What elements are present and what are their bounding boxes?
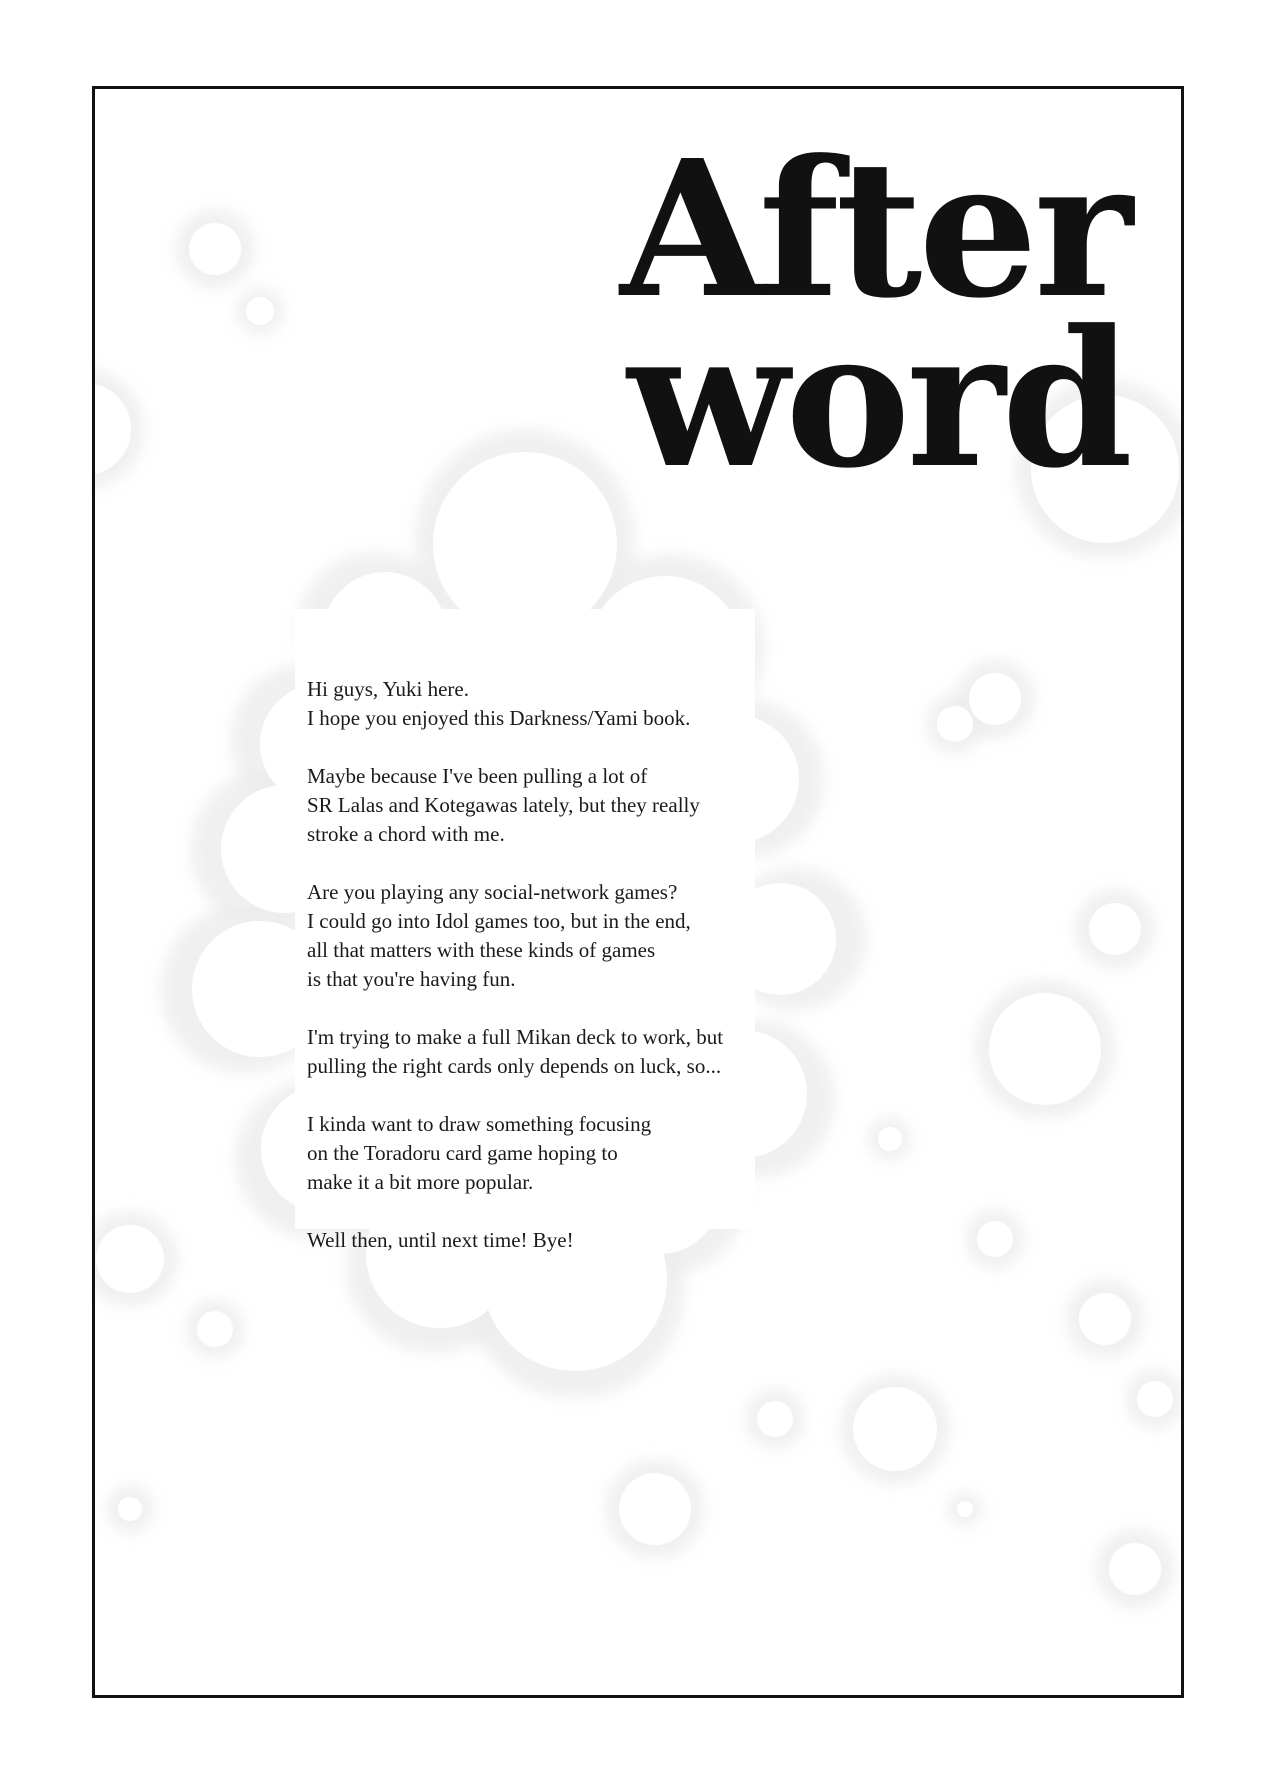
text-line: make it a bit more popular.: [307, 1170, 534, 1194]
text-line: Maybe because I've been pulling a lot of: [307, 764, 648, 788]
text-line: I could go into Idol games too, but in the end,: [307, 909, 691, 933]
text-line: I hope you enjoyed this Darkness/Yami book.: [307, 706, 691, 730]
text-line: Well then, until next time! Bye!: [307, 1228, 574, 1252]
paragraph-greeting: [307, 675, 867, 733]
title-line-1: After: [620, 119, 1129, 340]
text-line: Hi guys, Yuki here.: [307, 677, 469, 701]
page-frame: [92, 86, 1184, 1698]
text-line: on the Toradoru card game hoping to: [307, 1141, 618, 1165]
afterword-text: [307, 675, 867, 1284]
page-title: [620, 119, 1129, 510]
paragraph-farewell: [307, 1226, 867, 1255]
text-line: is that you're having fun.: [307, 967, 516, 991]
text-line: Are you playing any social-network games?: [307, 880, 678, 904]
title-line-2: word: [627, 289, 1129, 510]
paragraph-deck: [307, 1023, 867, 1081]
text-line: I kinda want to draw something focusing: [307, 1112, 652, 1136]
text-line: SR Lalas and Kotegawas lately, but they really: [307, 793, 700, 817]
paragraph-cards: [307, 762, 867, 849]
text-line: I'm trying to make a full Mikan deck to work, but: [307, 1025, 724, 1049]
text-line: stroke a chord with me.: [307, 822, 505, 846]
paragraph-toradoru: [307, 1110, 867, 1197]
text-line: all that matters with these kinds of games: [307, 938, 656, 962]
text-line: pulling the right cards only depends on luck, so...: [307, 1054, 722, 1078]
paragraph-games: [307, 878, 867, 994]
